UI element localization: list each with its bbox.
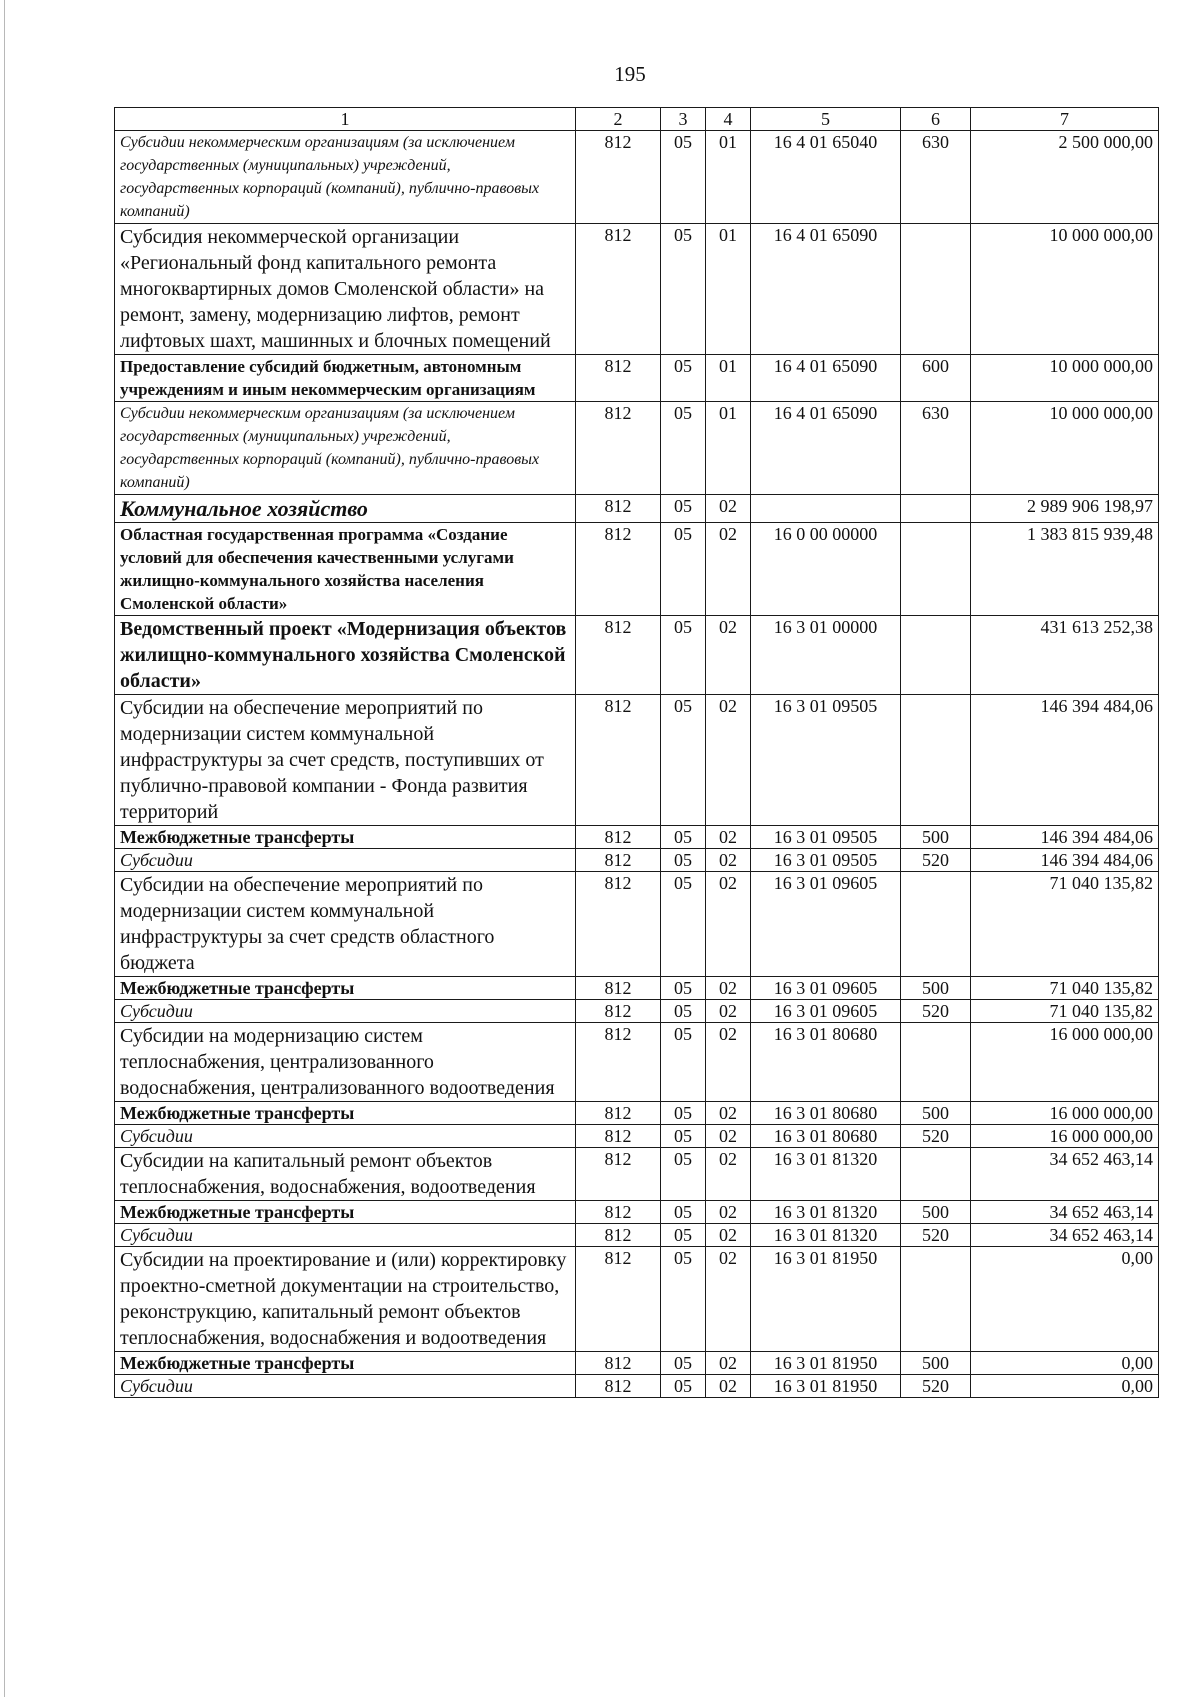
row-name: Субсидии на обеспечение мероприятий по модернизации систем коммунальной инфраструктуры за счет средств областного бюджета (115, 872, 576, 977)
subsection-code: 02 (706, 849, 751, 872)
table-row (115, 1125, 1159, 1148)
row-name: Субсидии на капитальный ремонт объектов теплоснабжения, водоснабжения, водоотведения (115, 1148, 576, 1201)
row-name: Субсидии (115, 1375, 576, 1398)
target-article-code: 16 3 01 09605 (751, 1000, 901, 1023)
gr-code: 812 (576, 695, 661, 826)
target-article-code: 16 3 01 09605 (751, 872, 901, 977)
row-name: Субсидии некоммерческим организациям (за исключением государственных (муниципальных) учреждений, государственных корпораций (компаний), публично-правовых компаний) (115, 402, 576, 495)
section-code: 05 (661, 1102, 706, 1125)
subsection-code: 02 (706, 1023, 751, 1102)
subsection-code: 01 (706, 355, 751, 402)
section-code: 05 (661, 1125, 706, 1148)
row-name: Субсидии на проектирование и (или) корректировку проектно-сметной документации на строительство, реконструкцию, капитальный ремонт объектов теплоснабжения, водоснабжения и водоотведения (115, 1247, 576, 1352)
amount: 10 000 000,00 (971, 355, 1159, 402)
table-row (115, 1224, 1159, 1247)
amount: 0,00 (971, 1352, 1159, 1375)
gr-code: 812 (576, 1000, 661, 1023)
target-article-code: 16 3 01 80680 (751, 1125, 901, 1148)
gr-code: 812 (576, 1148, 661, 1201)
gr-code: 812 (576, 1201, 661, 1224)
subsection-code: 02 (706, 1247, 751, 1352)
row-name: Субсидии на обеспечение мероприятий по модернизации систем коммунальной инфраструктуры за счет средств, поступивших от публично-правовой компании - Фонда развития территорий (115, 695, 576, 826)
subsection-code: 02 (706, 1224, 751, 1247)
table-row (115, 1247, 1159, 1352)
subsection-code: 02 (706, 1201, 751, 1224)
table-row (115, 977, 1159, 1000)
expense-type-code: 500 (901, 1102, 971, 1125)
table-body (115, 108, 1159, 1398)
table-row (115, 523, 1159, 616)
amount: 1 383 815 939,48 (971, 523, 1159, 616)
amount: 16 000 000,00 (971, 1102, 1159, 1125)
row-name: Коммунальное хозяйство (115, 495, 576, 523)
table-row (115, 495, 1159, 523)
expense-type-code: 520 (901, 849, 971, 872)
section-code: 05 (661, 1023, 706, 1102)
gr-code: 812 (576, 131, 661, 224)
target-article-code: 16 3 01 80680 (751, 1023, 901, 1102)
subsection-code: 02 (706, 616, 751, 695)
subsection-code: 02 (706, 1000, 751, 1023)
expense-type-code (901, 872, 971, 977)
table-row (115, 872, 1159, 977)
subsection-code: 01 (706, 402, 751, 495)
expense-type-code: 630 (901, 131, 971, 224)
section-code: 05 (661, 849, 706, 872)
gr-code: 812 (576, 1247, 661, 1352)
table-row (115, 1102, 1159, 1125)
table-row (115, 1375, 1159, 1398)
row-name: Субсидии (115, 849, 576, 872)
gr-code: 812 (576, 1023, 661, 1102)
expense-type-code (901, 695, 971, 826)
amount: 34 652 463,14 (971, 1148, 1159, 1201)
table-row (115, 1023, 1159, 1102)
expense-type-code: 500 (901, 1352, 971, 1375)
target-article-code (751, 495, 901, 523)
gr-code: 812 (576, 224, 661, 355)
target-article-code: 16 3 01 09605 (751, 977, 901, 1000)
section-code: 05 (661, 977, 706, 1000)
row-name: Предоставление субсидий бюджетным, автономным учреждениям и иным некоммерческим организациям (115, 355, 576, 402)
page-number: 195 (614, 62, 646, 86)
section-code: 05 (661, 695, 706, 826)
target-article-code: 16 3 01 81320 (751, 1148, 901, 1201)
amount: 16 000 000,00 (971, 1023, 1159, 1102)
row-name: Областная государственная программа «Создание условий для обеспечения качественными услугами жилищно-коммунального хозяйства населения Смоленской области» (115, 523, 576, 616)
gr-code: 812 (576, 1375, 661, 1398)
section-code: 05 (661, 495, 706, 523)
header-col-3: 3 (661, 108, 706, 131)
subsection-code: 02 (706, 1352, 751, 1375)
gr-code: 812 (576, 1102, 661, 1125)
section-code: 05 (661, 1000, 706, 1023)
target-article-code: 16 3 01 81320 (751, 1224, 901, 1247)
target-article-code: 16 3 01 81950 (751, 1247, 901, 1352)
section-code: 05 (661, 1148, 706, 1201)
target-article-code: 16 4 01 65090 (751, 402, 901, 495)
subsection-code: 02 (706, 1375, 751, 1398)
amount: 16 000 000,00 (971, 1125, 1159, 1148)
gr-code: 812 (576, 872, 661, 977)
section-code: 05 (661, 523, 706, 616)
amount: 0,00 (971, 1247, 1159, 1352)
row-name: Межбюджетные трансферты (115, 977, 576, 1000)
expense-type-code: 500 (901, 826, 971, 849)
gr-code: 812 (576, 355, 661, 402)
gr-code: 812 (576, 616, 661, 695)
gr-code: 812 (576, 495, 661, 523)
row-name: Межбюджетные трансферты (115, 1352, 576, 1375)
amount: 431 613 252,38 (971, 616, 1159, 695)
section-code: 05 (661, 1352, 706, 1375)
subsection-code: 02 (706, 523, 751, 616)
subsection-code: 02 (706, 826, 751, 849)
target-article-code: 16 4 01 65090 (751, 355, 901, 402)
amount: 146 394 484,06 (971, 695, 1159, 826)
target-article-code: 16 3 01 00000 (751, 616, 901, 695)
subsection-code: 01 (706, 224, 751, 355)
gr-code: 812 (576, 849, 661, 872)
table-row (115, 1148, 1159, 1201)
table-row (115, 826, 1159, 849)
row-name: Субсидии (115, 1125, 576, 1148)
table-row (115, 695, 1159, 826)
target-article-code: 16 3 01 81320 (751, 1201, 901, 1224)
section-code: 05 (661, 1201, 706, 1224)
row-name: Ведомственный проект «Модернизация объектов жилищно-коммунального хозяйства Смоленской области» (115, 616, 576, 695)
row-name: Межбюджетные трансферты (115, 826, 576, 849)
expense-type-code: 520 (901, 1375, 971, 1398)
gr-code: 812 (576, 977, 661, 1000)
table-row (115, 1000, 1159, 1023)
table-row (115, 616, 1159, 695)
target-article-code: 16 4 01 65090 (751, 224, 901, 355)
amount: 0,00 (971, 1375, 1159, 1398)
expense-type-code (901, 495, 971, 523)
amount: 2 989 906 198,97 (971, 495, 1159, 523)
amount: 146 394 484,06 (971, 849, 1159, 872)
target-article-code: 16 3 01 09505 (751, 826, 901, 849)
subsection-code: 02 (706, 872, 751, 977)
row-name: Субсидии на модернизацию систем теплоснабжения, централизованного водоснабжения, централизованного водоотведения (115, 1023, 576, 1102)
budget-table (114, 107, 1159, 1398)
expense-type-code (901, 224, 971, 355)
row-name: Межбюджетные трансферты (115, 1201, 576, 1224)
scan-edge-line (4, 0, 5, 1697)
expense-type-code: 520 (901, 1125, 971, 1148)
table-row (115, 849, 1159, 872)
target-article-code: 16 3 01 81950 (751, 1352, 901, 1375)
expense-type-code (901, 1148, 971, 1201)
gr-code: 812 (576, 402, 661, 495)
header-col-2: 2 (576, 108, 661, 131)
gr-code: 812 (576, 1352, 661, 1375)
header-col-5: 5 (751, 108, 901, 131)
subsection-code: 02 (706, 977, 751, 1000)
row-name: Межбюджетные трансферты (115, 1102, 576, 1125)
subsection-code: 01 (706, 131, 751, 224)
section-code: 05 (661, 224, 706, 355)
header-col-1: 1 (115, 108, 576, 131)
table-row (115, 355, 1159, 402)
header-col-7: 7 (971, 108, 1159, 131)
expense-type-code: 520 (901, 1000, 971, 1023)
amount: 71 040 135,82 (971, 977, 1159, 1000)
target-article-code: 16 0 00 00000 (751, 523, 901, 616)
gr-code: 812 (576, 826, 661, 849)
row-name: Субсидии (115, 1224, 576, 1247)
gr-code: 812 (576, 523, 661, 616)
subsection-code: 02 (706, 1102, 751, 1125)
section-code: 05 (661, 131, 706, 224)
table-row (115, 224, 1159, 355)
expense-type-code: 630 (901, 402, 971, 495)
amount: 10 000 000,00 (971, 402, 1159, 495)
section-code: 05 (661, 872, 706, 977)
section-code: 05 (661, 1224, 706, 1247)
amount: 34 652 463,14 (971, 1201, 1159, 1224)
header-col-6: 6 (901, 108, 971, 131)
subsection-code: 02 (706, 1125, 751, 1148)
header-row (115, 108, 1159, 131)
table-row (115, 131, 1159, 224)
target-article-code: 16 3 01 81950 (751, 1375, 901, 1398)
section-code: 05 (661, 616, 706, 695)
target-article-code: 16 3 01 09505 (751, 695, 901, 826)
amount: 34 652 463,14 (971, 1224, 1159, 1247)
target-article-code: 16 3 01 80680 (751, 1102, 901, 1125)
gr-code: 812 (576, 1125, 661, 1148)
row-name: Субсидии некоммерческим организациям (за исключением государственных (муниципальных) учреждений, государственных корпораций (компаний), публично-правовых компаний) (115, 131, 576, 224)
expense-type-code: 600 (901, 355, 971, 402)
table-row (115, 402, 1159, 495)
section-code: 05 (661, 402, 706, 495)
section-code: 05 (661, 1247, 706, 1352)
expense-type-code (901, 1247, 971, 1352)
section-code: 05 (661, 1375, 706, 1398)
table-row (115, 1352, 1159, 1375)
amount: 10 000 000,00 (971, 224, 1159, 355)
header-col-4: 4 (706, 108, 751, 131)
expense-type-code: 500 (901, 977, 971, 1000)
subsection-code: 02 (706, 1148, 751, 1201)
expense-type-code (901, 523, 971, 616)
target-article-code: 16 3 01 09505 (751, 849, 901, 872)
table-row (115, 1201, 1159, 1224)
amount: 71 040 135,82 (971, 872, 1159, 977)
amount: 2 500 000,00 (971, 131, 1159, 224)
gr-code: 812 (576, 1224, 661, 1247)
target-article-code: 16 4 01 65040 (751, 131, 901, 224)
section-code: 05 (661, 826, 706, 849)
amount: 71 040 135,82 (971, 1000, 1159, 1023)
row-name: Субсидия некоммерческой организации «Региональный фонд капитального ремонта многоквартирных домов Смоленской области» на ремонт, замену, модернизацию лифтов, ремонт лифтовых шахт, машинных и блочных помещений (115, 224, 576, 355)
row-name: Субсидии (115, 1000, 576, 1023)
subsection-code: 02 (706, 495, 751, 523)
expense-type-code (901, 1023, 971, 1102)
section-code: 05 (661, 355, 706, 402)
expense-type-code: 520 (901, 1224, 971, 1247)
expense-type-code: 500 (901, 1201, 971, 1224)
subsection-code: 02 (706, 695, 751, 826)
expense-type-code (901, 616, 971, 695)
amount: 146 394 484,06 (971, 826, 1159, 849)
